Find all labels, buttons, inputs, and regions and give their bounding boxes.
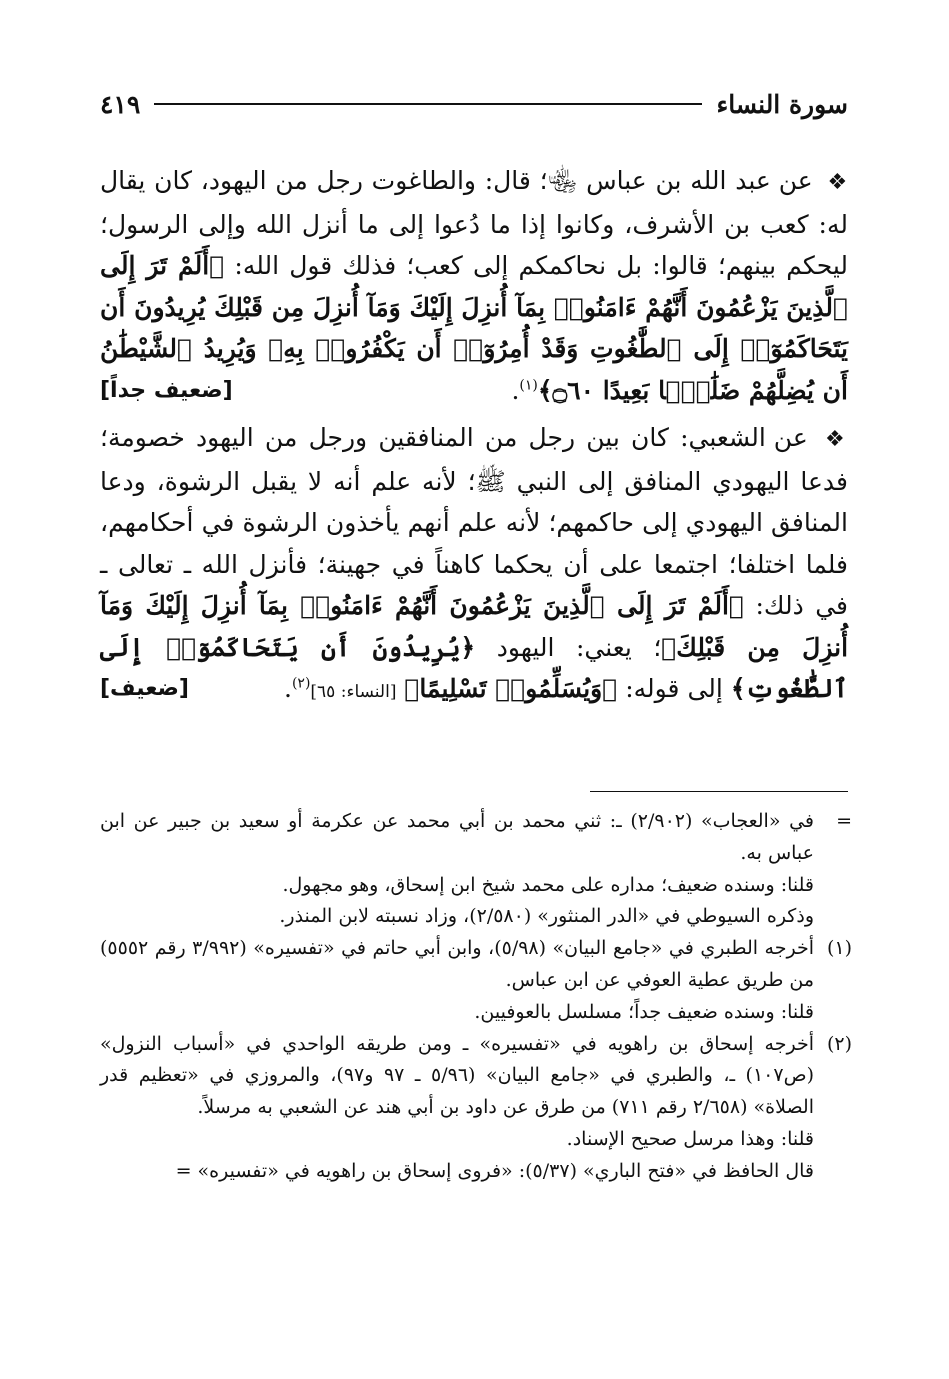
footnote-number: (٢) — [826, 1032, 852, 1055]
grade-label: [ضعيف] — [100, 676, 189, 701]
narration-2 — [100, 417, 848, 714]
footnote-line: أخرجه الطبري في «جامع البيان» (٥/٩٨)، وابن أبي حاتم في «تفسيره» (٣/٩٩٢ رقم ٥٥٥٢) من طريق عطية العوفي عن ابن عباس. — [100, 937, 814, 991]
footnote-line: قلنا: وسنده ضعيف جداً؛ مسلسل بالعوفيين. — [474, 1000, 814, 1023]
footnote-line: أخرجه إسحاق بن راهويه في «تفسيره» ـ ومن طريقه الواحدي في «أسباب النزول» (ص١٠٧) ـ، والطبري في «جامع البيان» (٥/٩٦ ـ ٩٧ و٩٧)، والمروزي في «تعظيم قدر الصلاة» (٢/٦٥٨ رقم ٧١١) من طرق عن داود بن أبي هند عن الشعبي به مرسلاً. — [100, 1032, 814, 1119]
star-ornament-icon: ❖ — [824, 427, 848, 452]
narration-2-text: عن الشعبي: كان بين رجل من المنافقين ورجل من اليهود خصومة؛ فدعا اليهودي المنافق إلى النبي ﷺ؛ لأنه علم أنه لا يقبل الرشوة، ودعا المنافق اليهودي إلى حاكمهم؛ لأنه علم أنهم يأخذون الرشوة في أحكامهم، فلما اختلفا؛ اجتمعا على أن يحكما كاهناً في جهينة؛ فأنزل الله ـ تعالى ـ في ذلك: — [100, 423, 848, 620]
footnote-continuation — [100, 806, 852, 933]
narration-1 — [100, 160, 848, 411]
quran-verse: ﴿يُرِيدُونَ أَن يَتَحَاكَمُوٓا۟ إِلَى ٱلطَّٰغُوتِ﴾ — [100, 632, 848, 703]
continuation-mark: = — [836, 810, 852, 832]
footnote-separator — [590, 791, 848, 792]
grade-label: [ضعيف جداً] — [100, 377, 233, 403]
quran-verse: ﴿أَلَمْ تَرَ إِلَى ٱلَّذِينَ يَزْعُمُونَ أَنَّهُمْ ءَامَنُوا۟ بِمَآ أُنزِلَ إِلَيْكَ وَمَآ أُنزِلَ مِن قَبْلِكَ﴾ — [100, 591, 849, 662]
footnote-number: (١) — [826, 937, 852, 960]
footnote-line: وذكره السيوطي في «الدر المنثور» (٢/٥٨٠)، وزاد نسبته لابن المنذر. — [279, 905, 814, 928]
footnote-line: قلنا: وهذا مرسل صحيح الإسناد. — [566, 1127, 814, 1150]
quran-verse: ﴿أَلَمْ تَرَ إِلَى ٱلَّذِينَ يَزْعُمُونَ أَنَّهُمْ ءَامَنُوا۟ بِمَآ أُنزِلَ إِلَيْكَ وَمَآ أُنزِلَ مِن قَبْلِكَ يُرِيدُونَ أَن يَتَحَاكَمُوٓا۟ إِلَى ٱلطَّٰغُوتِ وَقَدْ أُمِرُوٓا۟ أَن يَكْفُرُوا۟ بِهِۦ وَيُرِيدُ ٱلشَّيْطَٰنُ أَن يُضِلَّهُمْ ضَلَٰلًۢا بَعِيدًا ۝٦٠﴾ — [100, 251, 848, 405]
narration-2-mid2: إلى قوله: — [625, 674, 723, 703]
narration-2-mid: ؛ يعني: اليهود — [496, 632, 662, 662]
footnote-line: في «العجاب» (٢/٩٠٢) ـ: ثني محمد بن أبي محمد عن عكرمة أو سعيد بن جبير عن ابن عباس به. — [100, 810, 814, 864]
narration-2-end: . — [283, 674, 292, 703]
header-rule — [154, 103, 702, 105]
footnote-ref-1: (١) — [519, 377, 538, 394]
page-number: ٤١٩ — [100, 89, 141, 119]
star-ornament-icon: ❖ — [827, 170, 848, 195]
page-header — [100, 84, 848, 124]
narration-1-end: . — [511, 375, 520, 405]
footnotes — [100, 806, 852, 1188]
main-text — [100, 160, 848, 720]
footnote-2 — [100, 1029, 852, 1188]
surah-title: سورة النساء — [716, 89, 848, 119]
quran-verse: ﴿وَيُسَلِّمُوا۟ تَسْلِيمًا﴾ — [404, 674, 618, 703]
footnote-ref-2: (٢) — [291, 675, 311, 692]
verse-citation: [النساء: ٦٥] — [310, 682, 397, 702]
footnote-line: قلنا: وسنده ضعيف؛ مداره على محمد شيخ ابن إسحاق، وهو مجهول. — [282, 873, 814, 896]
footnote-1 — [100, 933, 852, 1028]
footnote-line: قال الحافظ في «فتح الباري» (٥/٣٧): «فروى إسحاق بن راهويه في «تفسيره» = — [175, 1159, 814, 1182]
narration-1-text: عن عبد الله بن عباس ﵄؛ قال: والطاغوت رجل من اليهود، كان يقال له: كعب بن الأشرف، وكانوا إذا ما دُعوا إلى ما أنزل الله وإلى الرسول؛ ليحكم بينهم؛ قالوا: بل نحاكمكم إلى كعب؛ فذلك قول الله: — [100, 166, 848, 280]
